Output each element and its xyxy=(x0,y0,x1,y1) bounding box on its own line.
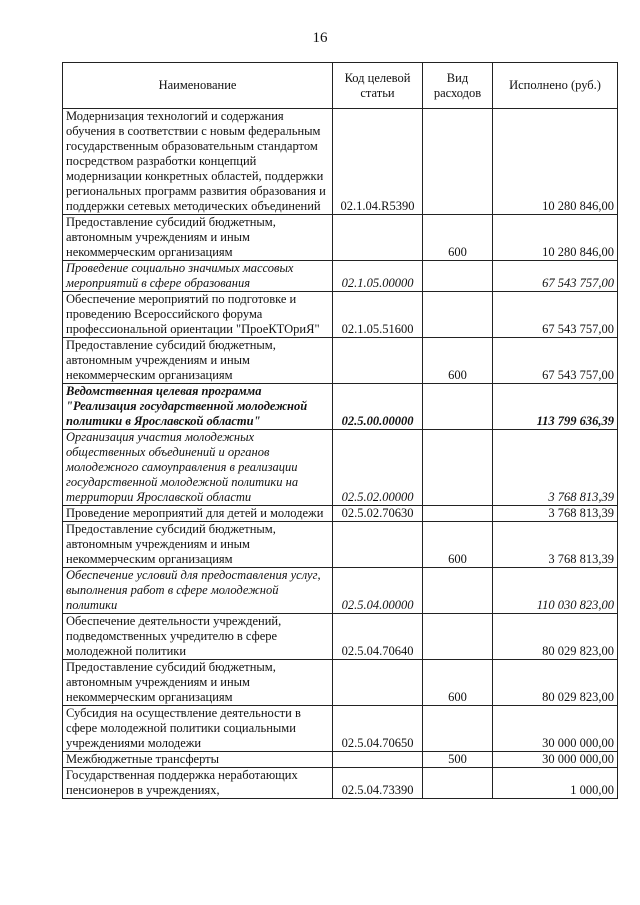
cell-code xyxy=(333,338,423,384)
cell-sum: 3 768 813,39 xyxy=(493,506,618,522)
cell-name: Проведение социально значимых массовых мероприятий в сфере образования xyxy=(63,261,333,292)
cell-name: Государственная поддержка неработающих пенсионеров в учреждениях, xyxy=(63,768,333,799)
cell-name: Предоставление субсидий бюджетным, автономным учреждениям и иным некоммерческим организациям xyxy=(63,215,333,261)
cell-name: Субсидия на осуществление деятельности в сфере молодежной политики социальными учреждениями молодежи xyxy=(63,706,333,752)
cell-type: 500 xyxy=(423,752,493,768)
budget-table xyxy=(62,62,618,799)
cell-name: Обеспечение мероприятий по подготовке и проведению Всероссийского форума профессиональной ориентации "ПроеКТОриЯ" xyxy=(63,292,333,338)
cell-sum: 80 029 823,00 xyxy=(493,660,618,706)
cell-sum: 1 000,00 xyxy=(493,768,618,799)
cell-type xyxy=(423,768,493,799)
cell-code: 02.5.04.73390 xyxy=(333,768,423,799)
cell-type xyxy=(423,706,493,752)
cell-type xyxy=(423,384,493,430)
cell-code: 02.5.02.70630 xyxy=(333,506,423,522)
header-code: Код целевой статьи xyxy=(333,63,423,109)
cell-name: Межбюджетные трансферты xyxy=(63,752,333,768)
cell-sum: 10 280 846,00 xyxy=(493,215,618,261)
cell-name: Модернизация технологий и содержания обучения в соответствии с новым федеральным государственным образовательным стандартом посредством разработки концепций модернизации конкретных областей, поддержки региональных программ развития образования и поддержки сетевых методических объединений xyxy=(63,109,333,215)
table-row xyxy=(63,338,618,384)
cell-sum: 10 280 846,00 xyxy=(493,109,618,215)
cell-code: 02.1.05.51600 xyxy=(333,292,423,338)
cell-code: 02.5.04.70640 xyxy=(333,614,423,660)
cell-sum: 80 029 823,00 xyxy=(493,614,618,660)
table-row xyxy=(63,568,618,614)
cell-name: Проведение мероприятий для детей и молодежи xyxy=(63,506,333,522)
cell-type xyxy=(423,109,493,215)
cell-type xyxy=(423,261,493,292)
cell-name: Обеспечение деятельности учреждений, подведомственных учредителю в сфере молодежной политики xyxy=(63,614,333,660)
table-row xyxy=(63,292,618,338)
cell-sum: 67 543 757,00 xyxy=(493,261,618,292)
cell-code xyxy=(333,660,423,706)
table-row xyxy=(63,109,618,215)
cell-name: Предоставление субсидий бюджетным, автономным учреждениям и иным некоммерческим организациям xyxy=(63,522,333,568)
table-row xyxy=(63,506,618,522)
cell-sum: 67 543 757,00 xyxy=(493,292,618,338)
cell-sum: 110 030 823,00 xyxy=(493,568,618,614)
cell-code: 02.5.04.70650 xyxy=(333,706,423,752)
cell-code xyxy=(333,522,423,568)
cell-type xyxy=(423,292,493,338)
cell-sum: 67 543 757,00 xyxy=(493,338,618,384)
cell-sum: 30 000 000,00 xyxy=(493,706,618,752)
table-row xyxy=(63,215,618,261)
cell-type: 600 xyxy=(423,215,493,261)
cell-type xyxy=(423,614,493,660)
cell-type xyxy=(423,506,493,522)
cell-code xyxy=(333,752,423,768)
table-row xyxy=(63,706,618,752)
cell-code: 02.1.05.00000 xyxy=(333,261,423,292)
cell-type: 600 xyxy=(423,660,493,706)
cell-sum: 3 768 813,39 xyxy=(493,522,618,568)
header-name: Наименование xyxy=(63,63,333,109)
cell-type xyxy=(423,568,493,614)
header-sum: Исполнено (руб.) xyxy=(493,63,618,109)
table-header-row xyxy=(63,63,618,109)
cell-code: 02.5.02.00000 xyxy=(333,430,423,506)
cell-name: Ведомственная целевая программа "Реализация государственной молодежной политики в Ярославской области" xyxy=(63,384,333,430)
cell-name: Предоставление субсидий бюджетным, автономным учреждениям и иным некоммерческим организациям xyxy=(63,338,333,384)
table-row xyxy=(63,261,618,292)
cell-name: Обеспечение условий для предоставления услуг, выполнения работ в сфере молодежной политики xyxy=(63,568,333,614)
cell-name: Предоставление субсидий бюджетным, автономным учреждениям и иным некоммерческим организациям xyxy=(63,660,333,706)
cell-code: 02.5.04.00000 xyxy=(333,568,423,614)
cell-type: 600 xyxy=(423,522,493,568)
table-row xyxy=(63,522,618,568)
table-row xyxy=(63,752,618,768)
table-row xyxy=(63,660,618,706)
cell-code xyxy=(333,215,423,261)
cell-sum: 113 799 636,39 xyxy=(493,384,618,430)
table-row xyxy=(63,384,618,430)
table-row xyxy=(63,768,618,799)
cell-type xyxy=(423,430,493,506)
page-number: 16 xyxy=(312,30,328,46)
cell-name: Организация участия молодежных общественных объединений и органов молодежного самоуправления в реализации государственной молодежной политики на территории Ярославской области xyxy=(63,430,333,506)
table-row xyxy=(63,430,618,506)
cell-sum: 30 000 000,00 xyxy=(493,752,618,768)
table-row xyxy=(63,614,618,660)
cell-type: 600 xyxy=(423,338,493,384)
cell-sum: 3 768 813,39 xyxy=(493,430,618,506)
header-type: Вид расходов xyxy=(423,63,493,109)
cell-code: 02.5.00.00000 xyxy=(333,384,423,430)
cell-code: 02.1.04.R5390 xyxy=(333,109,423,215)
